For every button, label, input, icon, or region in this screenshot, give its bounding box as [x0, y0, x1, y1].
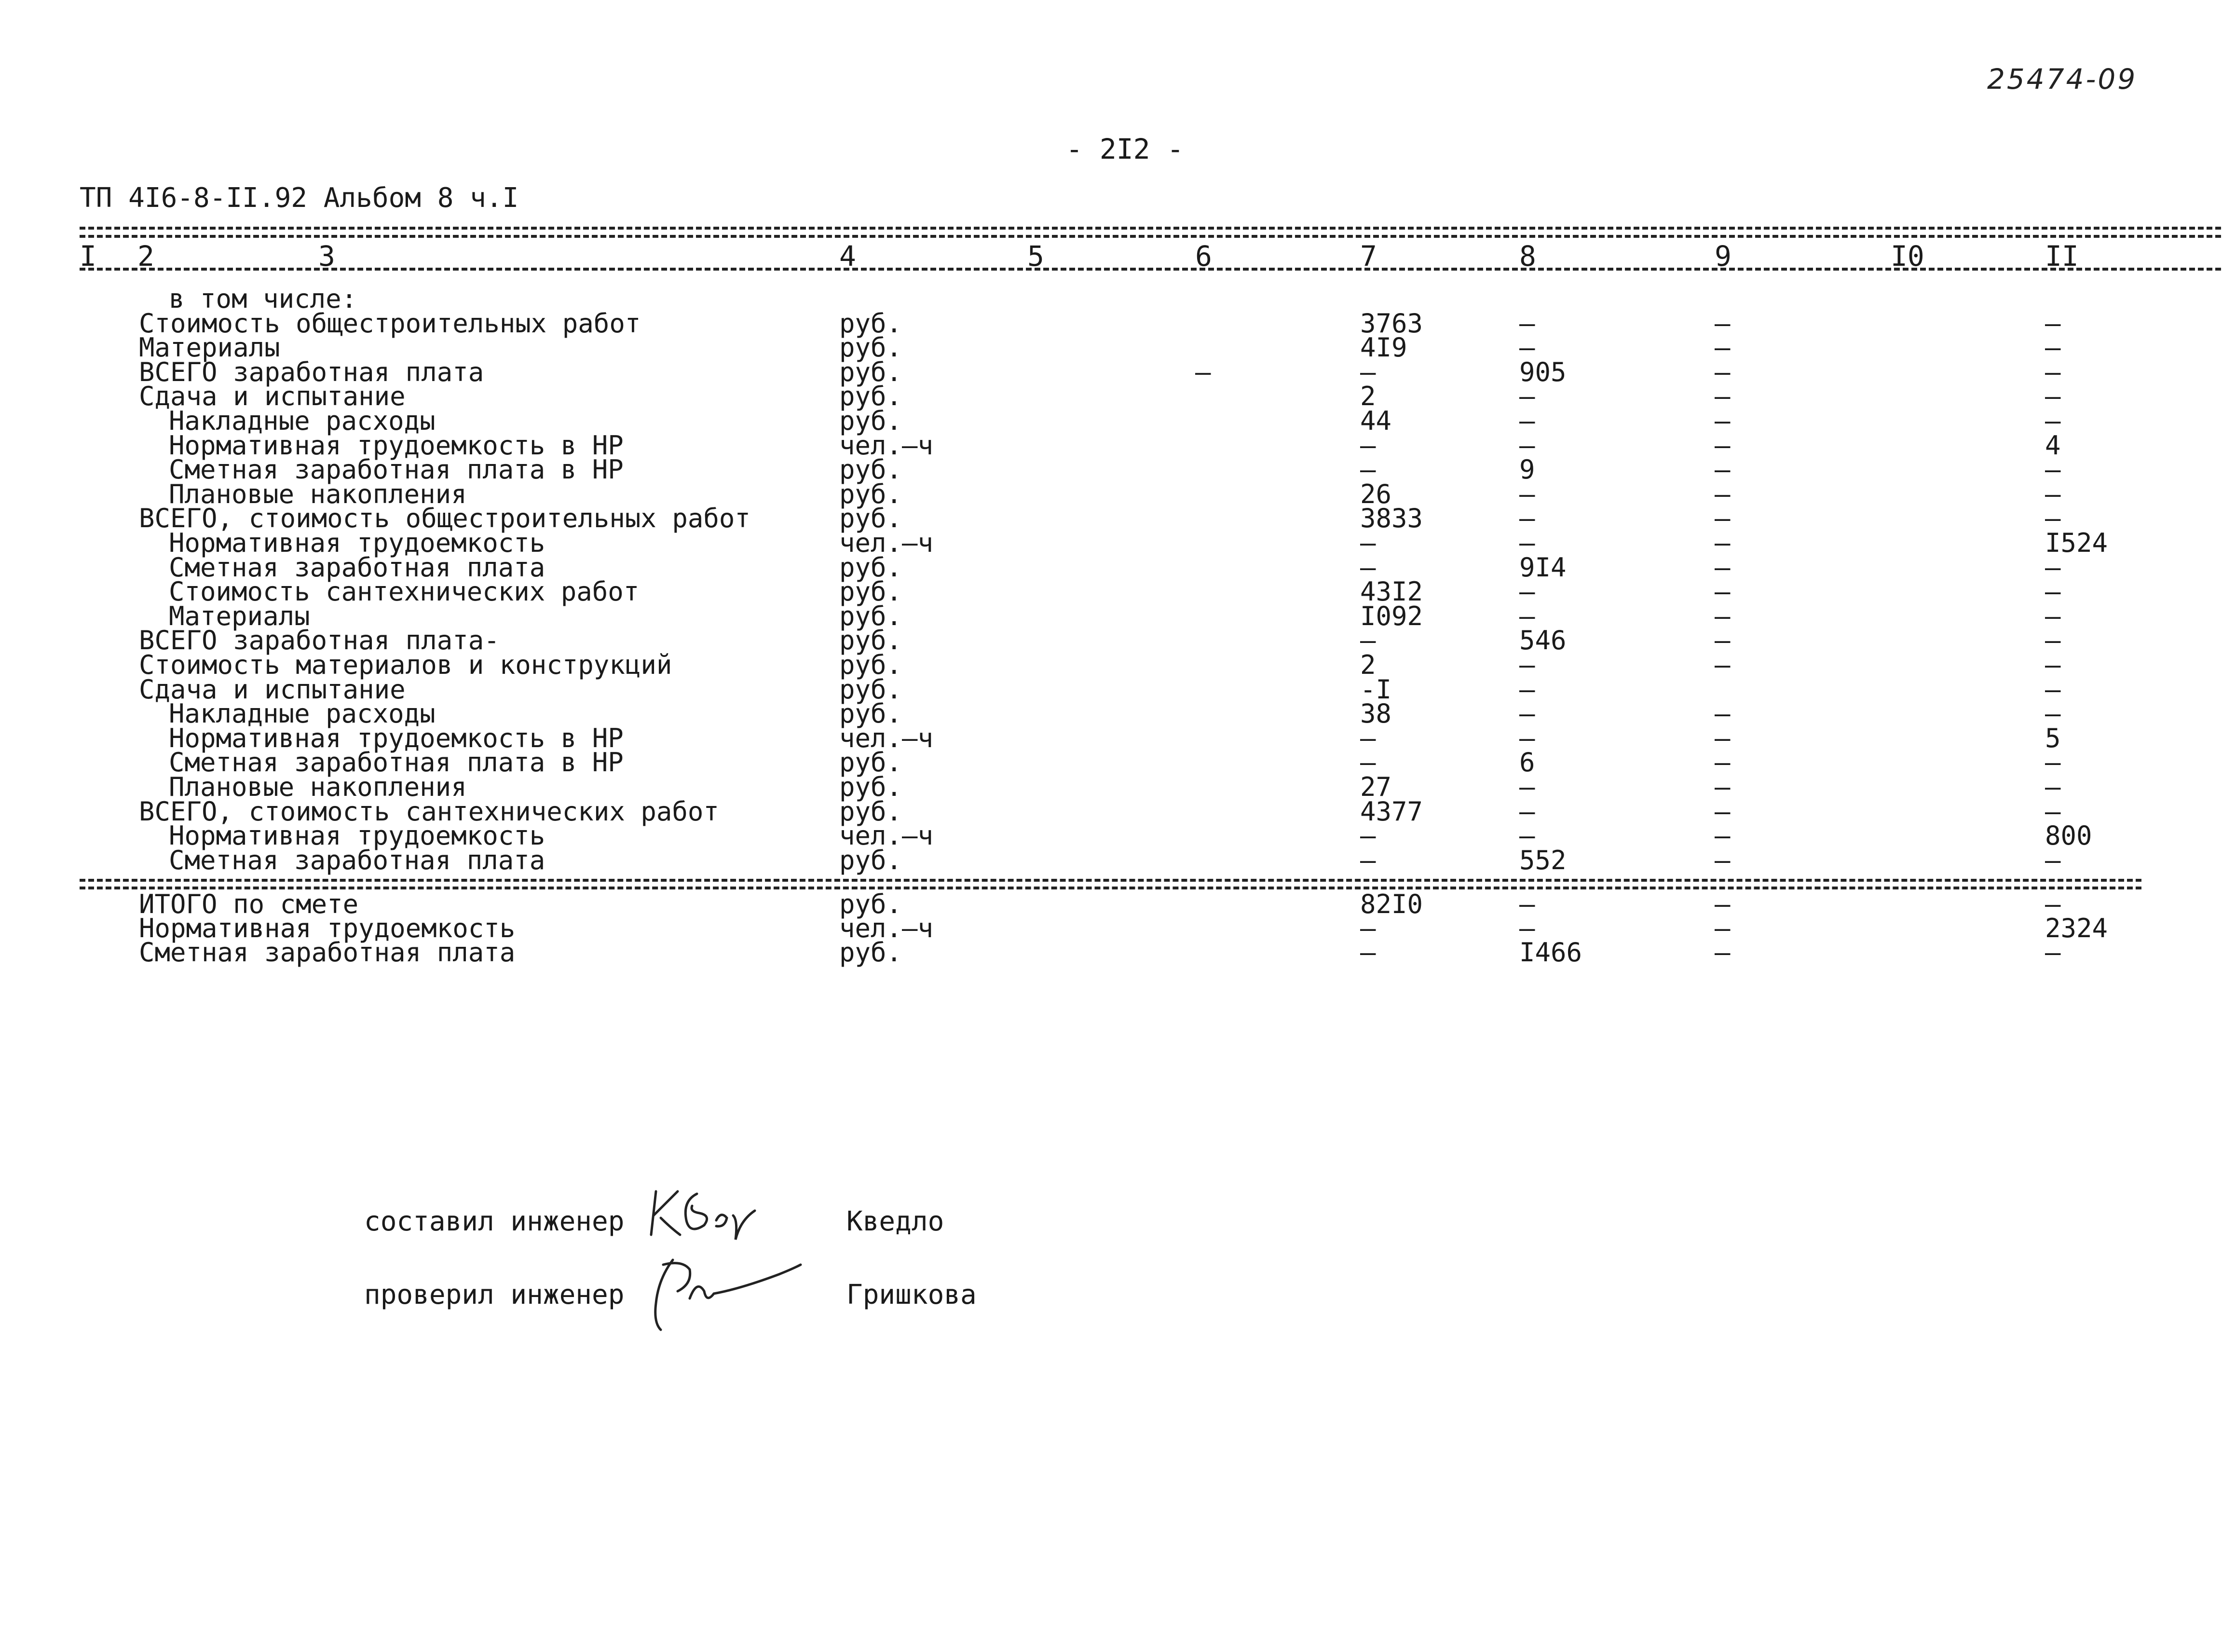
table-row: [139, 430, 2189, 461]
table-row: [139, 937, 2189, 968]
row-label: Материалы: [139, 332, 280, 363]
col7-cell: 43I2: [1360, 576, 1423, 607]
row-label: Стоимость общестроительных работ: [139, 308, 641, 339]
col7-cell: -I: [1360, 674, 1392, 705]
handwritten-signature-icon: [644, 1245, 808, 1337]
signature-name: Кведло: [846, 1206, 944, 1237]
row-label: Нормативная трудоемкость: [169, 528, 545, 558]
column-number: 5: [1027, 240, 1044, 273]
row-label: Сметная заработная плата: [139, 937, 516, 968]
row-label: Нормативная трудоемкость в НР: [169, 430, 624, 461]
row-label: Сметная заработная плата: [169, 845, 545, 875]
col9-cell: –: [1715, 503, 1731, 534]
col8-cell: 9: [1519, 454, 1535, 485]
table-row: [139, 625, 2189, 656]
col11-cell: –: [2045, 308, 2061, 339]
col7-cell: 3763: [1360, 308, 1423, 339]
col9-cell: –: [1715, 478, 1731, 509]
col8-cell: –: [1519, 528, 1535, 558]
unit-cell: руб.: [839, 552, 902, 583]
col9-cell: –: [1715, 937, 1731, 968]
col8-cell: 552: [1519, 845, 1567, 875]
col11-cell: –: [2045, 889, 2061, 919]
row-label: ВСЕГО, стоимость сантехнических работ: [139, 796, 719, 827]
col7-cell: –: [1360, 430, 1376, 461]
row-label: Плановые накопления: [169, 772, 467, 802]
table-row: [139, 845, 2189, 875]
col8-cell: –: [1519, 674, 1535, 705]
row-label: Сметная заработная плата: [169, 552, 545, 583]
col7-cell: –: [1360, 845, 1376, 875]
column-number: 7: [1360, 240, 1377, 273]
totals-rule-1: [80, 879, 2141, 882]
row-label: Материалы: [169, 601, 310, 631]
col9-cell: –: [1715, 332, 1731, 363]
col9-cell: –: [1715, 889, 1731, 919]
col11-cell: 5: [2045, 723, 2061, 753]
unit-cell: руб.: [839, 747, 902, 778]
table-row: [139, 796, 2189, 827]
col9-cell: –: [1715, 552, 1731, 583]
row-label: в том числе:: [169, 284, 357, 314]
col8-cell: 6: [1519, 747, 1535, 778]
row-label: Накладные расходы: [169, 406, 436, 436]
unit-cell: чел.–ч: [839, 723, 934, 753]
row-label: ВСЕГО заработная плата: [139, 356, 484, 387]
col8-cell: I466: [1519, 937, 1582, 968]
table-row: [139, 723, 2189, 753]
col9-cell: –: [1715, 381, 1731, 412]
unit-cell: руб.: [839, 308, 902, 339]
column-number: 4: [839, 240, 856, 273]
column-number: I: [80, 240, 96, 273]
document-header: ТП 4I6-8-II.92 Альбом 8 ч.I: [80, 182, 519, 214]
col8-cell: –: [1519, 913, 1535, 943]
col8-cell: –: [1519, 332, 1535, 363]
col9-cell: –: [1715, 723, 1731, 753]
unit-cell: руб.: [839, 503, 902, 534]
col8-cell: –: [1519, 308, 1535, 339]
col8-cell: 9I4: [1519, 552, 1567, 583]
unit-cell: руб.: [839, 332, 902, 363]
column-number: 2: [137, 240, 154, 273]
col7-cell: I092: [1360, 601, 1423, 631]
col11-cell: –: [2045, 698, 2061, 729]
unit-cell: руб.: [839, 576, 902, 607]
table-row: [139, 747, 2189, 778]
col7-cell: –: [1360, 625, 1376, 656]
table-row: [139, 820, 2189, 851]
col11-cell: –: [2045, 576, 2061, 607]
col8-cell: –: [1519, 430, 1535, 461]
col11-cell: –: [2045, 625, 2061, 656]
col9-cell: –: [1715, 406, 1731, 436]
col9-cell: –: [1715, 625, 1731, 656]
col7-cell: 4377: [1360, 796, 1423, 827]
col7-cell: 44: [1360, 406, 1392, 436]
col8-cell: –: [1519, 698, 1535, 729]
row-label: Плановые накопления: [169, 478, 467, 509]
col9-cell: –: [1715, 356, 1731, 387]
col11-cell: –: [2045, 381, 2061, 412]
col7-cell: 82I0: [1360, 889, 1423, 919]
col11-cell: –: [2045, 772, 2061, 802]
col9-cell: –: [1715, 845, 1731, 875]
unit-cell: руб.: [839, 650, 902, 680]
col11-cell: –: [2045, 796, 2061, 827]
col8-cell: –: [1519, 723, 1535, 753]
col11-cell: –: [2045, 650, 2061, 680]
unit-cell: руб.: [839, 406, 902, 436]
col7-cell: –: [1360, 820, 1376, 851]
row-label: Накладные расходы: [169, 698, 436, 729]
col11-cell: –: [2045, 601, 2061, 631]
table-row: [139, 503, 2189, 534]
col9-cell: –: [1715, 308, 1731, 339]
table-row: [139, 284, 2189, 314]
unit-cell: руб.: [839, 698, 902, 729]
signature-role: проверил инженер: [364, 1279, 625, 1311]
col9-cell: –: [1715, 576, 1731, 607]
row-label: Сметная заработная плата в НР: [169, 454, 624, 485]
col8-cell: –: [1519, 406, 1535, 436]
unit-cell: руб.: [839, 845, 902, 875]
col8-cell: 546: [1519, 625, 1567, 656]
table-row: [139, 552, 2189, 583]
table-row: [139, 308, 2189, 339]
row-label: Нормативная трудоемкость: [139, 913, 516, 943]
unit-cell: руб.: [839, 889, 902, 919]
row-label: Нормативная трудоемкость: [169, 820, 545, 851]
col8-cell: 905: [1519, 356, 1567, 387]
col8-cell: –: [1519, 478, 1535, 509]
col8-cell: –: [1519, 796, 1535, 827]
top-rule-2: [80, 235, 2221, 238]
table-row: [139, 650, 2189, 680]
col7-cell: –: [1360, 937, 1376, 968]
col7-cell: 2: [1360, 381, 1376, 412]
table-row: [139, 454, 2189, 485]
signature-name: Гришкова: [846, 1279, 977, 1311]
col7-cell: 2: [1360, 650, 1376, 680]
signature-checked: [364, 1279, 1136, 1318]
table-row: [139, 356, 2189, 387]
col7-cell: –: [1360, 528, 1376, 558]
col11-cell: 2324: [2045, 913, 2108, 943]
col9-cell: –: [1715, 820, 1731, 851]
column-number: 8: [1519, 240, 1536, 273]
unit-cell: руб.: [839, 674, 902, 705]
unit-cell: руб.: [839, 381, 902, 412]
col7-cell: 38: [1360, 698, 1392, 729]
col7-cell: –: [1360, 552, 1376, 583]
col11-cell: –: [2045, 454, 2061, 485]
col11-cell: –: [2045, 356, 2061, 387]
col11-cell: –: [2045, 674, 2061, 705]
col11-cell: –: [2045, 552, 2061, 583]
col8-cell: –: [1519, 889, 1535, 919]
table-row: [139, 332, 2189, 363]
table-row: [139, 381, 2189, 412]
col8-cell: –: [1519, 650, 1535, 680]
column-number-rule: [80, 268, 2221, 271]
col8-cell: –: [1519, 576, 1535, 607]
row-label: Сдача и испытание: [139, 674, 406, 705]
col9-cell: –: [1715, 454, 1731, 485]
col7-cell: –: [1360, 747, 1376, 778]
col6-cell: –: [1195, 356, 1211, 387]
unit-cell: руб.: [839, 796, 902, 827]
col9-cell: –: [1715, 772, 1731, 802]
top-rule-1: [80, 227, 2221, 230]
table-row: [139, 528, 2189, 558]
row-label: Стоимость сантехнических работ: [169, 576, 640, 607]
column-number: 3: [318, 240, 335, 273]
col8-cell: –: [1519, 772, 1535, 802]
col7-cell: –: [1360, 723, 1376, 753]
table-row: [139, 772, 2189, 802]
col7-cell: 3833: [1360, 503, 1423, 534]
table-row: [139, 576, 2189, 607]
row-label: Сдача и испытание: [139, 381, 406, 412]
row-label: Нормативная трудоемкость в НР: [169, 723, 624, 753]
table-row: [139, 698, 2189, 729]
column-number: 9: [1715, 240, 1731, 273]
col7-cell: –: [1360, 356, 1376, 387]
page-number: - 2I2 -: [1066, 133, 1184, 165]
unit-cell: чел.–ч: [839, 820, 934, 851]
table-row: [139, 674, 2189, 705]
unit-cell: чел.–ч: [839, 528, 934, 558]
col8-cell: –: [1519, 601, 1535, 631]
col8-cell: –: [1519, 820, 1535, 851]
col9-cell: –: [1715, 650, 1731, 680]
col8-cell: –: [1519, 503, 1535, 534]
col9-cell: –: [1715, 698, 1731, 729]
unit-cell: руб.: [839, 478, 902, 509]
table-row: [139, 406, 2189, 436]
col11-cell: –: [2045, 332, 2061, 363]
table-row: [139, 478, 2189, 509]
document-code: 25474-09: [1987, 63, 2138, 96]
col9-cell: –: [1715, 528, 1731, 558]
unit-cell: руб.: [839, 601, 902, 631]
col8-cell: –: [1519, 381, 1535, 412]
col7-cell: 26: [1360, 478, 1392, 509]
signature-role: составил инженер: [364, 1206, 625, 1237]
table-row: [139, 601, 2189, 631]
col7-cell: –: [1360, 454, 1376, 485]
row-label: Сметная заработная плата в НР: [169, 747, 624, 778]
unit-cell: чел.–ч: [839, 913, 934, 943]
col9-cell: –: [1715, 796, 1731, 827]
col11-cell: 4: [2045, 430, 2061, 461]
col9-cell: –: [1715, 430, 1731, 461]
unit-cell: руб.: [839, 625, 902, 656]
row-label: ИТОГО по смете: [139, 889, 359, 919]
unit-cell: руб.: [839, 454, 902, 485]
column-number: 6: [1195, 240, 1212, 273]
col7-cell: –: [1360, 913, 1376, 943]
col9-cell: –: [1715, 747, 1731, 778]
col11-cell: –: [2045, 503, 2061, 534]
column-number: II: [2045, 240, 2079, 273]
col11-cell: –: [2045, 478, 2061, 509]
unit-cell: руб.: [839, 772, 902, 802]
row-label: ВСЕГО заработная плата-: [139, 625, 500, 656]
column-number: I0: [1891, 240, 1924, 273]
handwritten-signature-icon: [644, 1172, 760, 1254]
col9-cell: –: [1715, 913, 1731, 943]
unit-cell: руб.: [839, 356, 902, 387]
col11-cell: –: [2045, 406, 2061, 436]
totals-rule-2: [80, 887, 2141, 889]
row-label: Стоимость материалов и конструкций: [139, 650, 672, 680]
col11-cell: 800: [2045, 820, 2092, 851]
col11-cell: –: [2045, 845, 2061, 875]
col7-cell: 27: [1360, 772, 1392, 802]
row-label: ВСЕГО, стоимость общестроительных работ: [139, 503, 750, 534]
col11-cell: I524: [2045, 528, 2108, 558]
col9-cell: –: [1715, 601, 1731, 631]
col11-cell: –: [2045, 747, 2061, 778]
col11-cell: –: [2045, 937, 2061, 968]
signature-compiled: [364, 1206, 1136, 1244]
unit-cell: чел.–ч: [839, 430, 934, 461]
col7-cell: 4I9: [1360, 332, 1407, 363]
unit-cell: руб.: [839, 937, 902, 968]
